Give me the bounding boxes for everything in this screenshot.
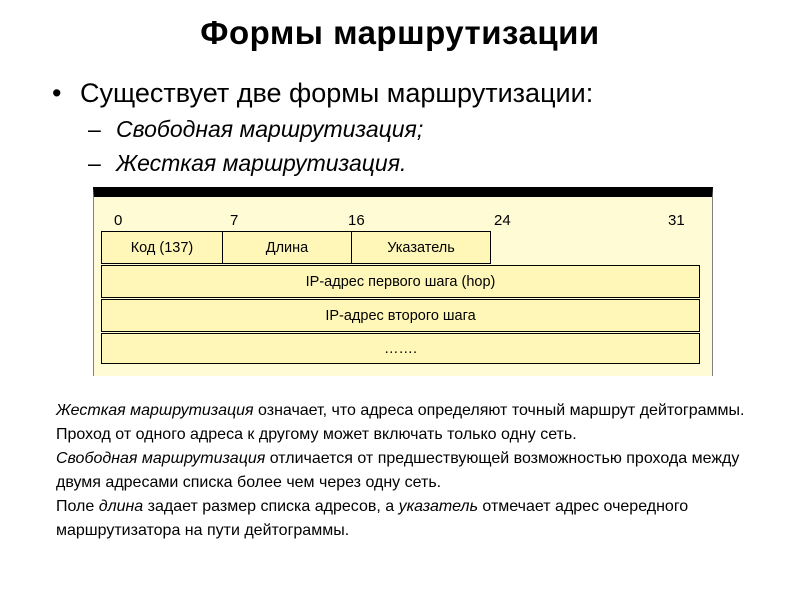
dash-marker: – xyxy=(88,150,101,176)
term-strict-routing: Жесткая маршрутизация xyxy=(56,402,254,419)
description-paragraph-free xyxy=(56,447,776,495)
bit-tick-16: 16 xyxy=(348,212,365,229)
sub-bullet-text: Свободная маршрутизация; xyxy=(116,116,424,142)
slide-title: Формы маршрутизации xyxy=(200,14,600,51)
description-text-part: Поле xyxy=(56,498,99,515)
dash-marker: – xyxy=(88,116,101,142)
description-text-part: отмечает адрес очередного маршрутизатора на пути дейтограммы. xyxy=(56,498,689,539)
bit-tick-31: 31 xyxy=(668,212,685,229)
field-more-ellipsis: ……. xyxy=(101,333,700,364)
field-first-hop-ip: IP-адрес первого шага (hop) xyxy=(101,265,700,298)
description-text-part: означает, что адреса определяют точный маршрут дейтограммы. Проход от одного адреса к другому может включать только одну сеть. xyxy=(56,402,745,443)
sub-bullet-strict-routing xyxy=(88,150,406,177)
description-paragraph-fields xyxy=(56,495,776,543)
description-text-part: задает размер списка адресов, а xyxy=(143,498,399,515)
field-pointer: Указатель xyxy=(351,231,491,264)
bit-tick-24: 24 xyxy=(494,212,511,229)
field-second-hop-ip: IP-адрес второго шага xyxy=(101,299,700,332)
description-text-part: отличается от предшествующей возможностью прохода между двумя адресами списка более чем через одну сеть. xyxy=(56,450,740,491)
main-bullet xyxy=(52,78,593,109)
field-code: Код (137) xyxy=(101,231,223,264)
sub-bullet-free-routing xyxy=(88,116,423,143)
term-length: длина xyxy=(98,498,144,515)
description-text xyxy=(56,399,776,543)
bullet-marker: • xyxy=(52,78,62,108)
main-bullet-text: Существует две формы маршрутизации: xyxy=(80,78,594,108)
bit-tick-7: 7 xyxy=(230,212,239,229)
sub-bullet-text: Жесткая маршрутизация. xyxy=(116,150,407,176)
term-pointer: указатель xyxy=(398,498,478,515)
field-length: Длина xyxy=(222,231,352,264)
description-paragraph-strict xyxy=(56,399,776,447)
term-free-routing: Свободная маршрутизация xyxy=(56,450,266,467)
bit-tick-0: 0 xyxy=(114,212,123,229)
